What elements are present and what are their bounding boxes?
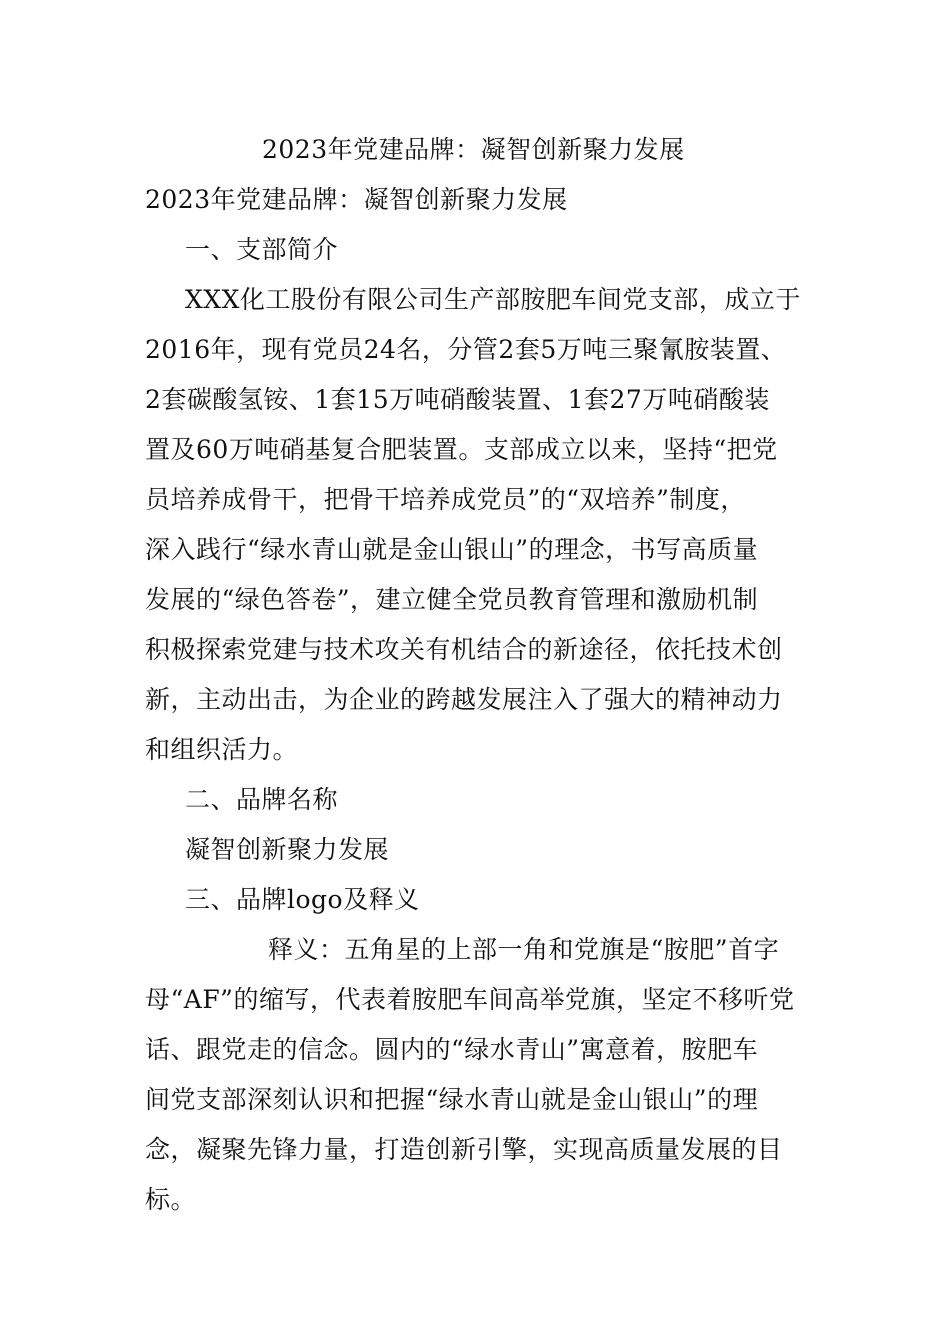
document-subtitle: 2023年党建品牌：凝智创新聚力发展 xyxy=(145,185,568,214)
paragraph-line: 员培养成骨干，把骨干培养成党员”的“双培养”制度， xyxy=(145,485,746,514)
paragraph-line: 念，凝聚先锋力量，打造创新引擎，实现高质量发展的目 xyxy=(145,1135,783,1164)
paragraph-line: 母“AF”的缩写，代表着胺肥车间高举党旗，坚定不移听党 xyxy=(145,985,795,1014)
paragraph-line: 积极探索党建与技术攻关有机结合的新途径，依托技术创 xyxy=(145,635,783,664)
paragraph-line: 间党支部深刻认识和把握“绿水青山就是金山银山”的理 xyxy=(145,1085,759,1114)
paragraph-line: 2016年，现有党员24名，分管2套5万吨三聚氰胺装置、 xyxy=(145,335,787,364)
paragraph-line: 和组织活力。 xyxy=(145,735,299,764)
paragraph-line: 2套碳酸氢铵、1套15万吨硝酸装置、1套27万吨硝酸装 xyxy=(145,385,770,414)
section-heading: 一、支部简介 xyxy=(185,235,339,264)
paragraph-line: XXX化工股份有限公司生产部胺肥车间党支部，成立于 xyxy=(185,285,801,314)
paragraph-line: 释义：五角星的上部一角和党旗是“胺肥”首字 xyxy=(268,935,780,964)
paragraph-line: 话、跟党走的信念。圆内的“绿水青山”寓意着，胺肥车 xyxy=(145,1035,759,1064)
paragraph-line: 标。 xyxy=(145,1185,197,1214)
paragraph-line: 发展的“绿色答卷”，建立健全党员教育管理和激励机制 xyxy=(145,585,759,614)
document-title: 2023年党建品牌：凝智创新聚力发展 xyxy=(262,135,685,164)
paragraph-line: 新，主动出击，为企业的跨越发展注入了强大的精神动力 xyxy=(145,685,783,714)
paragraph-line: 置及60万吨硝基复合肥装置。支部成立以来，坚持“把党 xyxy=(145,435,778,464)
section-heading: 三、品牌logo及释义 xyxy=(185,885,420,914)
brand-name: 凝智创新聚力发展 xyxy=(185,835,390,864)
paragraph-line: 深入践行“绿水青山就是金山银山”的理念，书写高质量 xyxy=(145,535,759,564)
section-heading: 二、品牌名称 xyxy=(185,785,339,814)
